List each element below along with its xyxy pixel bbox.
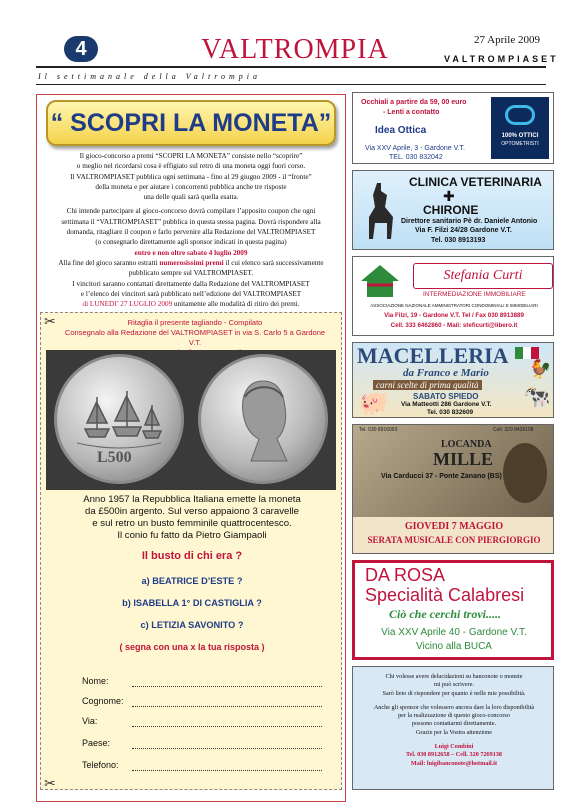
ottica-offer-2: - Lenti a contatto [383,109,440,116]
house-logo-icon [359,263,401,299]
curti-sub: INTERMEDIAZIONE IMMOBILIARE [423,291,526,298]
coupon-line: Consegnalo alla Redazione del VALTROMPIASET in via S. Carlo 5 a Gardone V.T. [64,328,326,347]
field-label-town: Paese: [82,738,111,748]
pig-icon: 🐖 [359,389,389,417]
desc-line: e sul retro un busto femminile quattrocentesco. [92,518,292,529]
brand-name: VALTROMPIASET [444,54,559,64]
scissors-icon: ✂ [44,776,56,792]
question: Il busto di chi era ? [141,550,243,562]
info-line: mi può scrivere. [433,681,475,689]
field-label-surname: Cognome: [82,696,124,706]
cow-icon: 🐄 [523,385,551,410]
outro-line: I vincitori saranno contattati direttamente dalla Redazione del VALTROMPIASET [72,279,310,288]
locanda-name: MILLE [433,449,494,469]
info-box [352,666,554,790]
intro-line: Chi intende partecipare al gioco-concorso dovrà compilare l’apposito coupon che ogni [66,207,316,216]
info-line: Chi volesse avere delucidazioni su banconote o monete [385,673,523,680]
intro-line: una delle quali sarà quella esatta. [143,193,239,202]
coin-photo [46,350,336,490]
name-field[interactable] [132,686,322,687]
intro-line: (o consegnarlo direttamente agli sponsor indicati in questa pagina) [95,238,287,247]
locanda-event-date: GIOVEDI 7 MAGGIO [404,521,504,532]
phone-field[interactable] [132,770,322,771]
ottica-tel: TEL. 030 832042 [389,154,443,161]
desc-line: da £500in argento. Sul verso appaiono 3 caravelle [85,506,299,517]
header-rule [36,66,546,68]
ottica-name: Idea Ottica [375,125,427,136]
game-intro [44,152,338,310]
street-field[interactable] [132,726,322,727]
desc-line: Il conio fu fatto da Pietro Giampaoli [117,530,267,541]
info-text [355,673,553,768]
clinica-address: Via F. Filzi 24/28 Gardone V.T. [415,227,512,234]
darosa-title: DA ROSA [365,565,446,585]
info-name: Luigi Combini [434,743,474,751]
macelleria-subtitle: da Franco e Mario [403,367,489,379]
outro-last-line [44,300,338,309]
answer-option-b[interactable]: b) ISABELLA 1° DI CASTIGLIA ? [122,598,262,608]
intro-line: Il gioco-concorso a premi “SCOPRI LA MONETA” consiste nello “scoprire” [79,152,303,160]
coin-back-icon [198,354,328,484]
answer-note: ( segna con una x la tua risposta ) [119,642,265,652]
macelleria-tel: Tel. 030 832609 [427,409,474,416]
results-date: di LUNEDI’ 27 LUGLIO 2009 [82,300,173,309]
curti-name: Stefania Curti [413,263,553,289]
info-line: possono contattarmi direttamente. [411,720,497,728]
darosa-slogan: Ciò che cerchi trovi..... [389,607,501,621]
darosa-subtitle: Specialità Calabresi [365,585,525,605]
coin-value: L500 [97,449,132,466]
intro-line: della moneta e per aiutare i concorrenti pubblica anche tre risposte [95,182,287,191]
macelleria-address: Via Matteotti 286 Gardone V.T. [401,401,492,408]
info-tel: Tel. 030 8912658 – Cell. 320 7269138 [405,751,503,759]
tagline: Il settimanale della Valtrompia [38,72,262,81]
ad-macelleria [352,342,554,418]
intro-line: o meglio nel ricordarsi cosa è effigiato sul retro di una moneta oggi fuori corso. [76,162,306,171]
ottica-offer: Occhiali a partire da 59, 00 euro [361,99,467,106]
info-line: Grazie per la Vostra attenzione [415,728,493,736]
darosa-address: Via XXV Aprile 40 - Gardone V.T. [381,627,527,638]
locanda-name-top: LOCANDA [441,439,492,450]
prizes-line [44,259,338,268]
rooster-icon: 🐓 [529,359,552,380]
clinica-title: CLINICA VETERINARIA [409,175,542,189]
deadline: entro e non oltre sabato 4 luglio 2009 [134,248,248,257]
answer-option-c[interactable]: c) LETIZIA SAVONITO ? [140,620,244,630]
outro-line: pubblicato sempre sul VALTROMPIASET. [128,269,254,278]
field-label-phone: Telefono: [82,760,119,770]
masthead: VALTROMPIA [201,34,389,65]
intro-line: Il VALTROMPIASET pubblica ogni settimana - fino al 29 giugno 2009 - il “fronte” [70,172,312,181]
centaur-icon [359,177,399,247]
italian-flag-icon [515,347,539,359]
prizes-pre: Alla fine del gioco saranno estratti [58,258,160,267]
female-bust-icon [201,357,325,481]
info-line: Anche gli sponsor che volessero ancora dare la loro disponibilità [373,703,535,711]
outro-line: e l’elenco dei vincitori sarà pubblicato nell’edizione del VALTROMPIASET [80,289,302,298]
ad-locanda-mille [352,424,554,554]
scissors-icon: ✂ [44,314,56,330]
ottica-logo-sub: OPTOMETRISTI [501,141,539,147]
header-rule-bottom [36,84,546,85]
coin-description [52,494,332,542]
clinica-tel: Tel. 030 8913193 [431,237,486,244]
issue-date: 27 Aprile 2009 [474,34,540,46]
locanda-cell: Cell. 329 8436108 [493,427,534,433]
prizes-post: il cui elenco sarà successivamente [223,258,324,267]
town-field[interactable] [132,748,322,749]
info-line: per la realizzazione di questo gioco-concorso [398,712,510,720]
outro-end: unitamente alle modalità di ritiro dei premi. [172,300,300,309]
cross-icon: ✚ [443,189,455,205]
clinica-director: Direttore sanitario Pè dr. Daniele Antonio [401,218,538,225]
clinica-name: CHIRONE [423,203,479,217]
macelleria-slogan: carni scelte di prima qualità [373,380,482,390]
locanda-event: SERATA MUSICALE CON PIERGIORGIO [367,535,541,545]
curti-assoc: ASSOCIAZIONE NAZIONALE AMMINISTRATORI CONDOMINIALI E IMMOBILIARI [370,303,538,308]
locanda-tel: Tel. 030 8916093 [359,427,398,433]
surname-field[interactable] [132,706,322,707]
info-mail[interactable]: Mail: luigibanconote@hotmail.it [410,759,498,767]
page-number: 4 [64,36,98,62]
macelleria-open: SABATO SPIEDO [413,392,479,401]
ottica-address: Via XXV Aprile, 3 - Gardone V.T. [365,145,466,152]
curti-cell: Cell. 333 6462860 - Mail: steficurti@libero.it [390,322,518,329]
ad-stefania-curti [352,256,554,336]
coupon-line: Ritaglia il presente tagliando - Compilato [127,318,263,327]
game-title: “ SCOPRI LA MONETA” [46,100,336,146]
prizes-bold: numerosissimi premi [159,258,224,267]
ad-da-rosa [352,560,554,660]
info-line: Sarò lieto di rispondere per quanto è nelle mie possibilità. [382,689,526,697]
ottica-logo [491,97,549,159]
field-label-name: Nome: [82,676,109,686]
desc-line: Anno 1957 la Repubblica Italiana emette la moneta [83,494,301,505]
darosa-near: Vicino alla BUCA [416,641,492,652]
intro-line: settimana il “VALTROMPIASET” pubblica in questa stessa pagina. Dovrà rispondere alla [61,217,321,226]
ad-clinica-veterinaria [352,170,554,250]
curti-address: Via Filzi, 19 - Gardone V.T. Tel / Fax 030 8913889 [384,312,524,319]
locanda-address: Via Carducci 37 - Ponte Zanano (BS) [381,473,502,480]
portrait-icon [503,443,547,503]
coin-front-icon [54,354,184,484]
ottica-logo-word: 100% OTTICI [501,133,539,139]
macelleria-title: MACELLERIA [357,343,509,368]
ad-idea-ottica [352,92,554,164]
answer-option-a[interactable]: a) BEATRICE D’ESTE ? [141,576,243,586]
intro-line: domanda, ritagliare il coupon e farlo pervenire alla Redazione del VALTROMPIASET [66,228,316,237]
glasses-icon [505,105,535,125]
field-label-street: Via: [82,716,98,726]
